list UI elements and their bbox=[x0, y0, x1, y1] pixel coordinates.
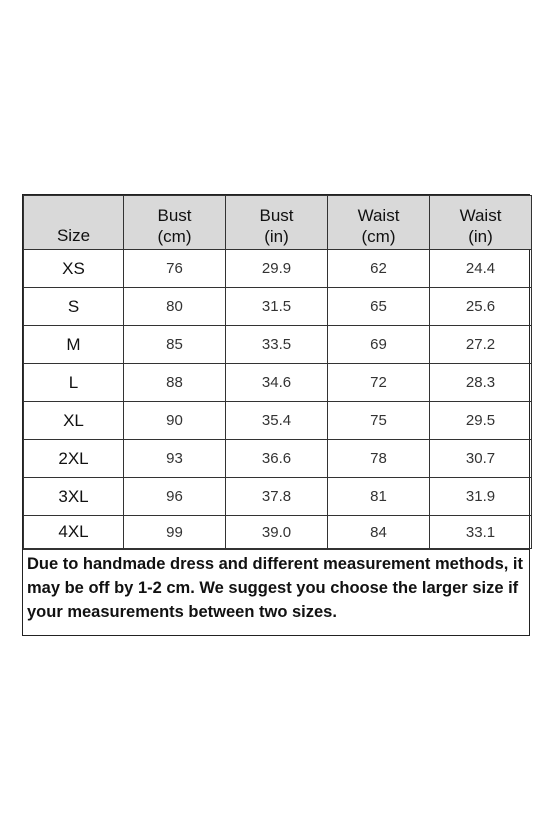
header-waist-in: Waist (in) bbox=[430, 196, 532, 250]
bust-cm-cell: 93 bbox=[124, 440, 226, 478]
header-size: Size bbox=[24, 196, 124, 250]
bust-cm-cell: 76 bbox=[124, 250, 226, 288]
size-cell: 2XL bbox=[24, 440, 124, 478]
size-cell: 4XL bbox=[24, 516, 124, 549]
bust-cm-cell: 85 bbox=[124, 326, 226, 364]
waist-cm-cell: 75 bbox=[328, 402, 430, 440]
bust-in-cell: 33.5 bbox=[226, 326, 328, 364]
waist-cm-cell: 62 bbox=[328, 250, 430, 288]
header-row bbox=[24, 196, 532, 250]
header-bust-cm: Bust (cm) bbox=[124, 196, 226, 250]
waist-in-cell: 30.7 bbox=[430, 440, 532, 478]
bust-cm-cell: 90 bbox=[124, 402, 226, 440]
size-table bbox=[23, 195, 532, 549]
bust-in-cell: 36.6 bbox=[226, 440, 328, 478]
waist-cm-cell: 81 bbox=[328, 478, 430, 516]
bust-cm-cell: 88 bbox=[124, 364, 226, 402]
waist-in-cell: 28.3 bbox=[430, 364, 532, 402]
waist-cm-cell: 69 bbox=[328, 326, 430, 364]
table-row bbox=[24, 364, 532, 402]
table-row bbox=[24, 250, 532, 288]
waist-cm-cell: 65 bbox=[328, 288, 430, 326]
header-bust-in: Bust (in) bbox=[226, 196, 328, 250]
size-cell: XS bbox=[24, 250, 124, 288]
table-row bbox=[24, 516, 532, 549]
waist-in-cell: 24.4 bbox=[430, 250, 532, 288]
bust-cm-cell: 99 bbox=[124, 516, 226, 549]
table-row bbox=[24, 440, 532, 478]
waist-in-cell: 31.9 bbox=[430, 478, 532, 516]
size-chart bbox=[22, 194, 530, 636]
bust-in-cell: 37.8 bbox=[226, 478, 328, 516]
bust-in-cell: 34.6 bbox=[226, 364, 328, 402]
waist-cm-cell: 72 bbox=[328, 364, 430, 402]
header-waist-cm: Waist (cm) bbox=[328, 196, 430, 250]
waist-in-cell: 25.6 bbox=[430, 288, 532, 326]
table-row bbox=[24, 288, 532, 326]
size-cell: 3XL bbox=[24, 478, 124, 516]
size-cell: XL bbox=[24, 402, 124, 440]
waist-cm-cell: 78 bbox=[328, 440, 430, 478]
table-row bbox=[24, 478, 532, 516]
bust-in-cell: 39.0 bbox=[226, 516, 328, 549]
waist-in-cell: 27.2 bbox=[430, 326, 532, 364]
size-cell: L bbox=[24, 364, 124, 402]
waist-in-cell: 33.1 bbox=[430, 516, 532, 549]
bust-in-cell: 31.5 bbox=[226, 288, 328, 326]
bust-cm-cell: 96 bbox=[124, 478, 226, 516]
measurement-note: Due to handmade dress and different measurement methods, it may be off by 1-2 cm. We suggest you choose the larger size if your measurements between two sizes. bbox=[23, 549, 529, 624]
size-cell: M bbox=[24, 326, 124, 364]
bust-in-cell: 29.9 bbox=[226, 250, 328, 288]
bust-cm-cell: 80 bbox=[124, 288, 226, 326]
table-row bbox=[24, 402, 532, 440]
waist-in-cell: 29.5 bbox=[430, 402, 532, 440]
bust-in-cell: 35.4 bbox=[226, 402, 328, 440]
table-row bbox=[24, 326, 532, 364]
size-cell: S bbox=[24, 288, 124, 326]
waist-cm-cell: 84 bbox=[328, 516, 430, 549]
